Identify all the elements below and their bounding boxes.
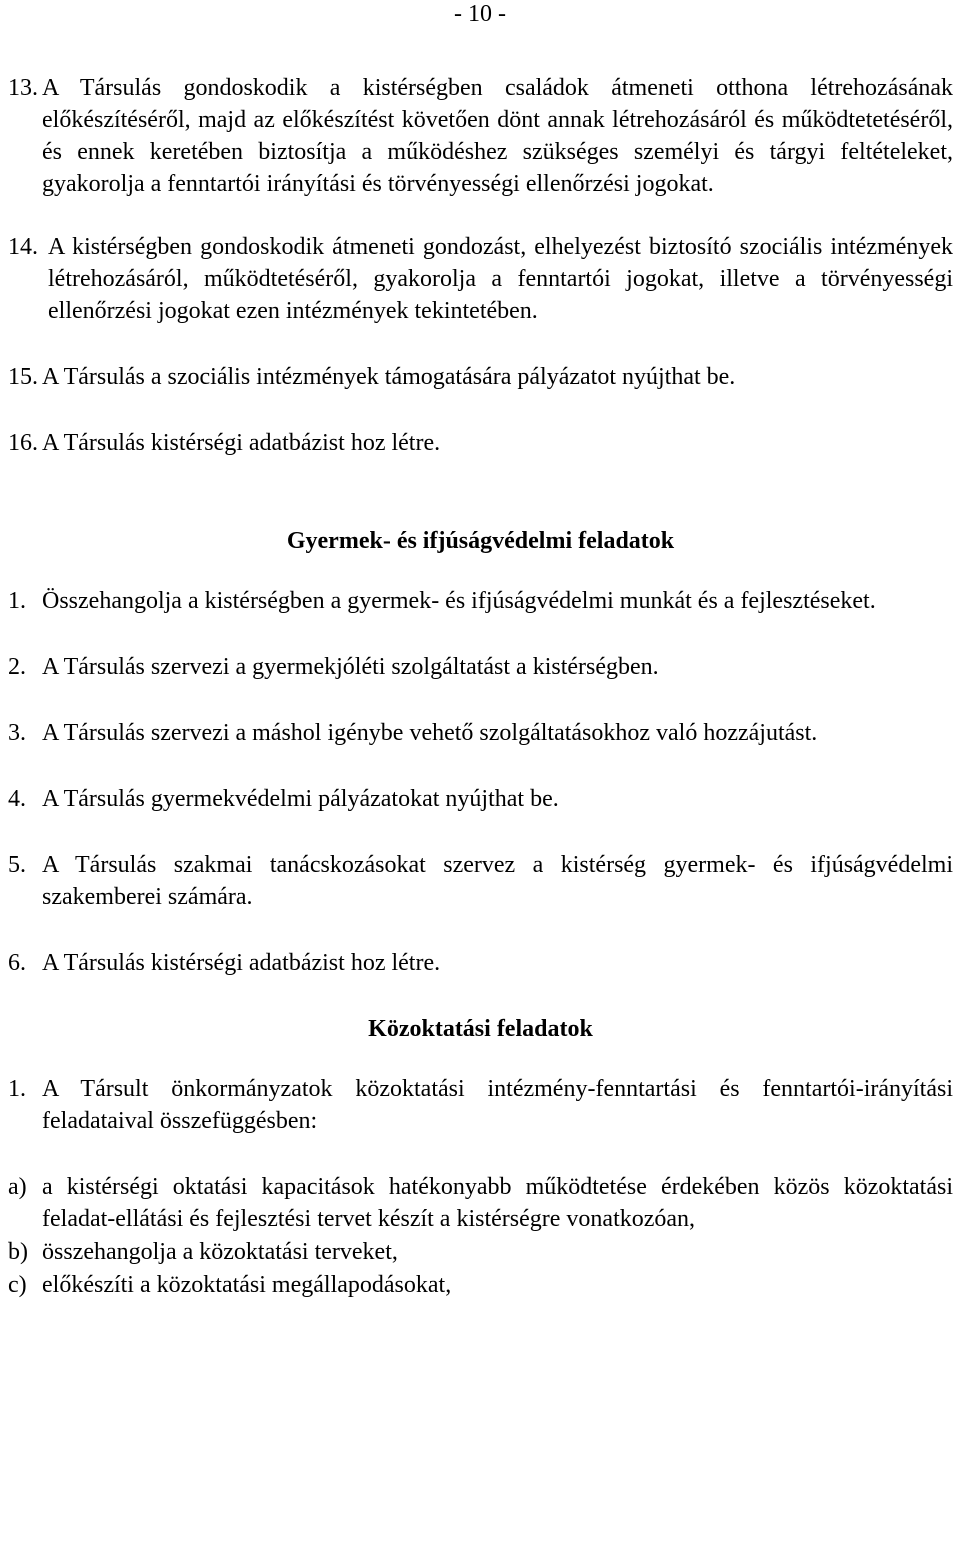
list-item [8,361,953,393]
item-letter: c) [8,1272,27,1298]
item-number: 16. [8,430,38,456]
item-letter: a) [8,1174,27,1200]
list-item [8,783,953,815]
list-item [8,717,953,749]
item-number: 14. [8,234,38,260]
item-text: A Társulás gondoskodik a kistérségben családok átmeneti otthona létrehozásának előkészítéséről, majd az előkészítést követően dönt annak létrehozásáról és működtetetéséről, és ennek keretében biztosítja a működéshez szükséges személyi és tárgyi feltételeket, gyakorolja a fenntartói irányítási és törvényességi ellenőrzési jogokat. [42,75,953,197]
list-item [8,1073,953,1137]
list-item [8,72,953,200]
list-item [8,947,953,979]
item-text: összehangolja a közoktatási terveket, [42,1239,398,1265]
item-letter: b) [8,1239,28,1265]
item-text: A Társulás a szociális intézmények támogatására pályázatot nyújthat be. [42,364,736,390]
document-body [8,72,953,1301]
item-text: A Társulás kistérségi adatbázist hoz létre. [42,950,441,976]
list-item [8,231,953,327]
list-item [8,427,953,459]
section-heading: Gyermek- és ifjúságvédelmi feladatok [286,528,675,554]
item-text: A kistérségben gondoskodik átmeneti gondozást, elhelyezést biztosító szociális intézmények létrehozásáról, működtetéséről, gyakorolja a fenntartói jogokat, illetve a törvényességi ellenőrzési jogokat ezen intézmények tekintetében. [48,234,953,324]
page-number: - 10 - [454,1,506,27]
item-text: A Társulás szervezi a gyermekjóléti szolgáltatást a kistérségben. [42,654,659,680]
item-text: A Társulás szakmai tanácskozásokat szervez a kistérség gyermek- és ifjúságvédelmi szakemberei számára. [42,852,953,910]
section-heading: Közoktatási feladatok [368,1016,593,1042]
item-text: A Társulás szervezi a máshol igénybe vehető szolgáltatásokhoz való hozzájutást. [42,720,818,746]
list-item [8,585,953,617]
list-item [8,849,953,913]
item-number: 2. [8,654,26,680]
item-text: A Társult önkormányzatok közoktatási intézmény-fenntartási és fenntartói-irányítási feladataival összefüggésben: [42,1076,953,1134]
item-text: A Társulás gyermekvédelmi pályázatokat nyújthat be. [42,786,559,812]
list-item [8,1236,953,1268]
list-item [8,1171,953,1235]
item-text: A Társulás kistérségi adatbázist hoz létre. [42,430,441,456]
item-number: 1. [8,588,26,614]
item-number: 13. [8,75,38,101]
item-text: a kistérségi oktatási kapacitások hatékonyabb működtetése érdekében közös közoktatási feladat-ellátási és fejlesztési tervet készít a kistérségre vonatkozóan, [42,1174,953,1232]
list-item [8,651,953,683]
item-text: előkészíti a közoktatási megállapodásokat, [42,1272,452,1298]
item-number: 15. [8,364,38,390]
item-number: 5. [8,852,26,878]
list-item [8,1269,953,1301]
item-number: 3. [8,720,26,746]
item-number: 4. [8,786,26,812]
item-number: 1. [8,1076,26,1102]
item-text: Összehangolja a kistérségben a gyermek- és ifjúságvédelmi munkát és a fejlesztéseket. [42,588,876,614]
item-number: 6. [8,950,26,976]
